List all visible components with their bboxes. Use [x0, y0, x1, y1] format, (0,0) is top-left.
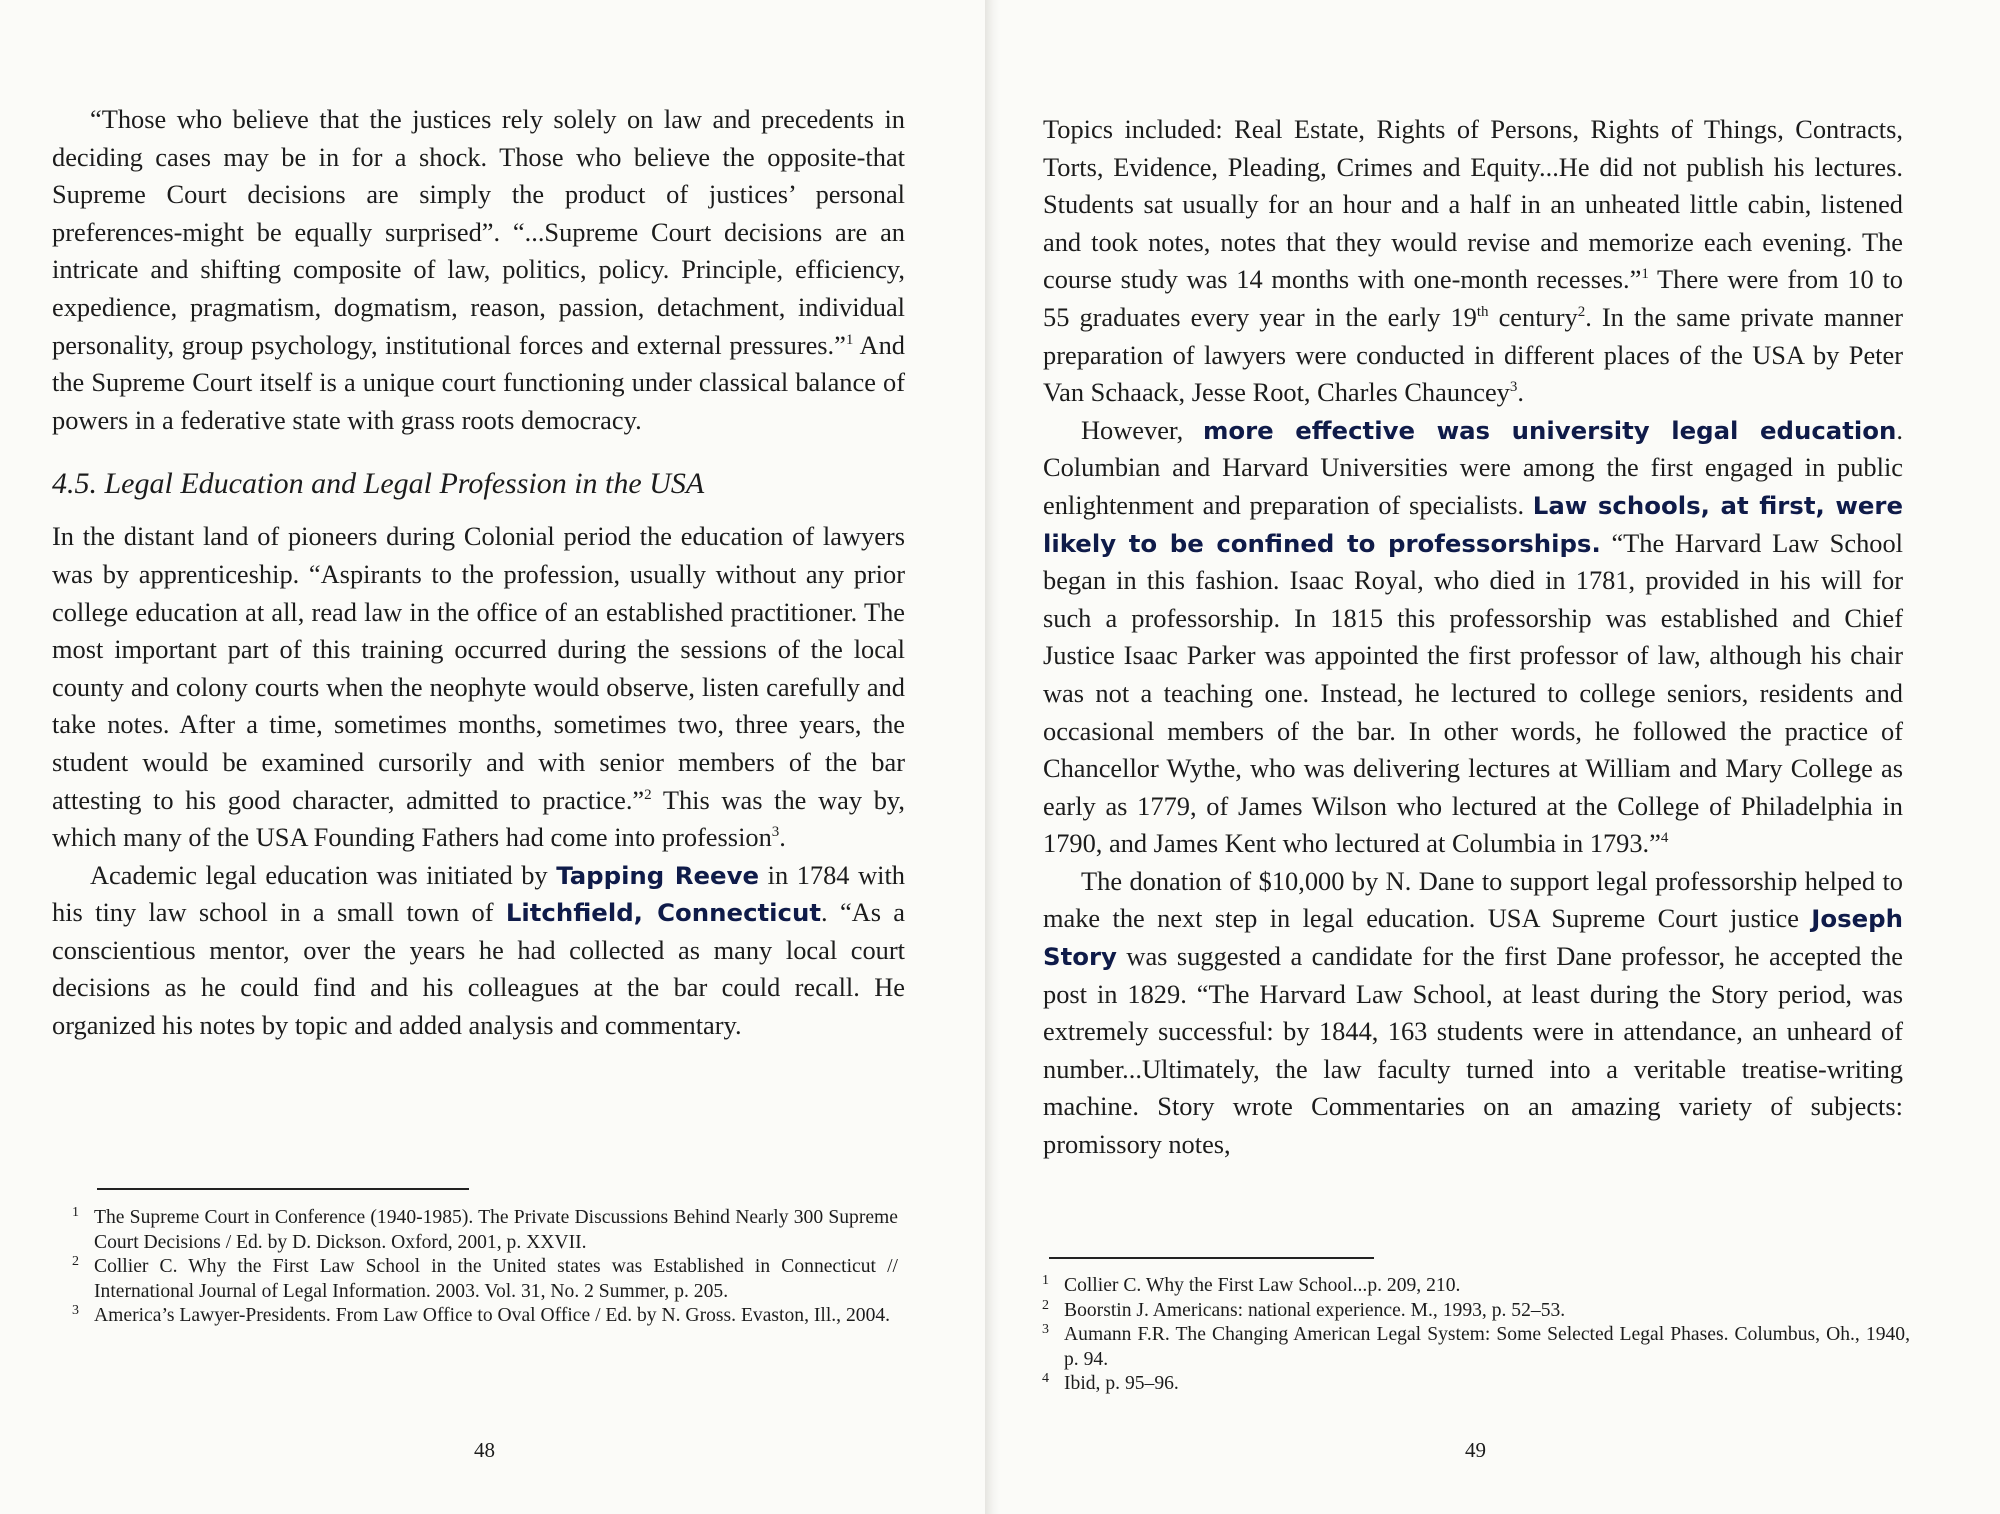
- footnote-number: 2: [1042, 1297, 1049, 1313]
- footnote-list: [1030, 1274, 1910, 1397]
- text-run: There were from 10 to 55 graduates every year in the early 19: [1043, 264, 1903, 332]
- footnote-ref: th: [1476, 304, 1489, 321]
- text-run: . Columbian and Harvard Universities were among the first engaged in public enlightenment and preparation of specialists.: [1043, 414, 1903, 520]
- footnote: [1030, 1274, 1910, 1299]
- footnote-text: Boorstin J. Americans: national experience. M., 1993, p. 52–53.: [1064, 1299, 1566, 1321]
- footnote-rule: [97, 1188, 469, 1190]
- footnote-text: Collier C. Why the First Law School in the United states was Established in Connecticut // International Journal of Legal Information. 2003. Vol. 31, No. 2 Summer, p. 205.: [94, 1256, 898, 1302]
- footnote-ref: 3: [771, 824, 780, 841]
- left-body: [52, 101, 905, 1045]
- text-run: Academic legal education was initiated by: [90, 859, 557, 890]
- text-run: Topics included: Real Estate, Rights of Persons, Rights of Things, Contracts, Torts, Evidence, Pleading, Crimes and Equity...He did not publish his lectures. Students sat usually for an hour and a half in an unheated little cabin, listened and took notes, notes that they would revise and memorize each evening. The course study was 14 months with one-month recesses.”: [1043, 114, 1903, 295]
- gutter: [985, 0, 1000, 1514]
- page-number: 48: [474, 1438, 495, 1462]
- text-run: However,: [1081, 414, 1203, 445]
- footnote-list: [60, 1206, 898, 1329]
- footnote-ref: 2: [644, 786, 652, 803]
- paragraph: [52, 101, 905, 439]
- footnote-ref: 2: [1577, 304, 1586, 321]
- footnote-ref: 1: [1641, 266, 1649, 283]
- footnote-text: The Supreme Court in Conference (1940-1985). The Private Discussions Behind Nearly 300 Supreme Court Decisions / Ed. by D. Dickson. Oxford, 2001, p. XXVII.: [94, 1207, 898, 1253]
- paragraph: [1043, 863, 1903, 1164]
- emphasis-text: Litchfield, Connecticut: [505, 898, 822, 928]
- paragraph: [52, 857, 905, 1045]
- footnote-ref: 4: [1660, 830, 1669, 847]
- text-run: In the distant land of pioneers during Colonial period the education of lawyers was by apprenticeship. “Aspirants to the profession, usually without any prior college education at all, read law in the office of an established practitioner. The most important part of this training occurred during the sessions of the local county and colony courts when the neophyte would observe, listen carefully and take notes. After a time, sometimes months, sometimes two, three years, the student would be examined cursorily and with senior members of the bar attesting to his good character, admitted to practice.”: [52, 521, 905, 815]
- emphasis-text: more effective was university legal education: [1202, 415, 1897, 445]
- text-run: .: [1517, 377, 1524, 408]
- footnote-text: Collier C. Why the First Law School...p. 209, 210.: [1064, 1275, 1461, 1296]
- paragraph: [1043, 111, 1903, 412]
- footnote-text: Ibid, p. 95–96.: [1064, 1373, 1179, 1395]
- text-run: “Those who believe that the justices rely solely on law and precedents in deciding cases may be in for a shock. Those who believe the opposite-that Supreme Court decisions are simply the product of justices’ personal preferences-might be equally surprised”. “...Supreme Court decisions are an intricate and shifting composite of law, politics, policy. Principle, efficiency, expedience, pragmatism, dogmatism, reason, passion, detachment, individual personality, group psychology, institutional forces and external pressures.”: [52, 104, 905, 360]
- right-body: [1043, 111, 1903, 1164]
- page-number: 49: [1465, 1438, 1486, 1462]
- text-run: And the Supreme Court itself is a unique court functioning under classical balance of powers in a federative state with grass roots democracy.: [52, 329, 905, 435]
- emphasis-text: Tapping Reeve: [556, 860, 760, 890]
- footnote-number: 1: [72, 1205, 79, 1220]
- left-page: [0, 0, 985, 1514]
- section-heading: 4.5. Legal Education and Legal Profession in the USA: [52, 467, 705, 501]
- footnote-number: 3: [72, 1303, 79, 1319]
- footnote: [1030, 1372, 1910, 1397]
- emphasis-text: Joseph Story: [1043, 904, 1903, 972]
- paragraph: [52, 518, 905, 856]
- footnote: [1030, 1299, 1910, 1324]
- text-run: The donation of $10,000 by N. Dane to support legal professorship helped to make the next step in legal education. USA Supreme Court justice: [1043, 865, 1903, 934]
- footnote-text: America’s Lawyer-Presidents. From Law Office to Oval Office / Ed. by N. Gross. Evaston, Ill., 2004.: [94, 1305, 891, 1327]
- emphasis-text: Law schools, at first, were likely to be confined to professorships.: [1043, 490, 1903, 558]
- text-run: This was the way by, which many of the USA Founding Fathers had come into profession: [52, 784, 905, 853]
- text-run: in 1784 with his tiny law school in a small town of: [52, 859, 905, 928]
- footnote: [60, 1304, 898, 1329]
- text-run: was suggested a candidate for the first Dane professor, he accepted the post in 1829. “The Harvard Law School, at least during the Story period, was extremely successful: by 1844, 163 students were in attendance, an unheard of number...Ultimately, the law faculty turned into a veritable treatise-writing machine. Story wrote Commentaries on an amazing variety of subjects: promissory notes,: [1043, 941, 1903, 1160]
- footnote-text: Aumann F.R. The Changing American Legal System: Some Selected Legal Phases. Columbus, Oh., 1940, p. 94.: [1064, 1324, 1910, 1370]
- text-run: . In the same private manner preparation of lawyers were conducted in different places of the USA by Peter Van Schaack, Jesse Root, Charles Chauncey: [1043, 301, 1903, 408]
- footnote-ref: 1: [845, 331, 854, 348]
- text-run: .: [779, 822, 786, 853]
- footnote-number: 2: [72, 1254, 79, 1270]
- footnote-ref: 3: [1509, 379, 1518, 396]
- footnote: [1030, 1323, 1910, 1372]
- footnote-number: 3: [1042, 1322, 1049, 1338]
- paragraph: [1043, 412, 1903, 863]
- text-run: century: [1488, 301, 1578, 332]
- footnote-number: 1: [1042, 1273, 1049, 1288]
- footnote-rule: [1049, 1257, 1374, 1259]
- footnote: [60, 1206, 898, 1255]
- footnote-number: 4: [1042, 1371, 1049, 1387]
- text-run: . “As a conscientious mentor, over the years he had collected as many local court decisions as he could find and his colleagues at the bar could recall. He organized his notes by topic and added analysis and commentary.: [52, 897, 906, 1041]
- footnote: [60, 1255, 898, 1304]
- right-page: [1000, 0, 2000, 1514]
- text-run: “The Harvard Law School began in this fashion. Isaac Royal, who died in 1781, provided in his will for such a professorship. In 1815 this professorship was established and Chief Justice Isaac Parker was appointed the first professor of law, although his chair was not a teaching one. Instead, he lectured to college seniors, residents and occasional members of the bar. In other words, he followed the practice of Chancellor Wythe, who was delivering lectures at William and Mary College as early as 1779, of James Wilson who lectured at the College of Philadelphia in 1790, and James Kent who lectured at Columbia in 1793.”: [1043, 527, 1903, 859]
